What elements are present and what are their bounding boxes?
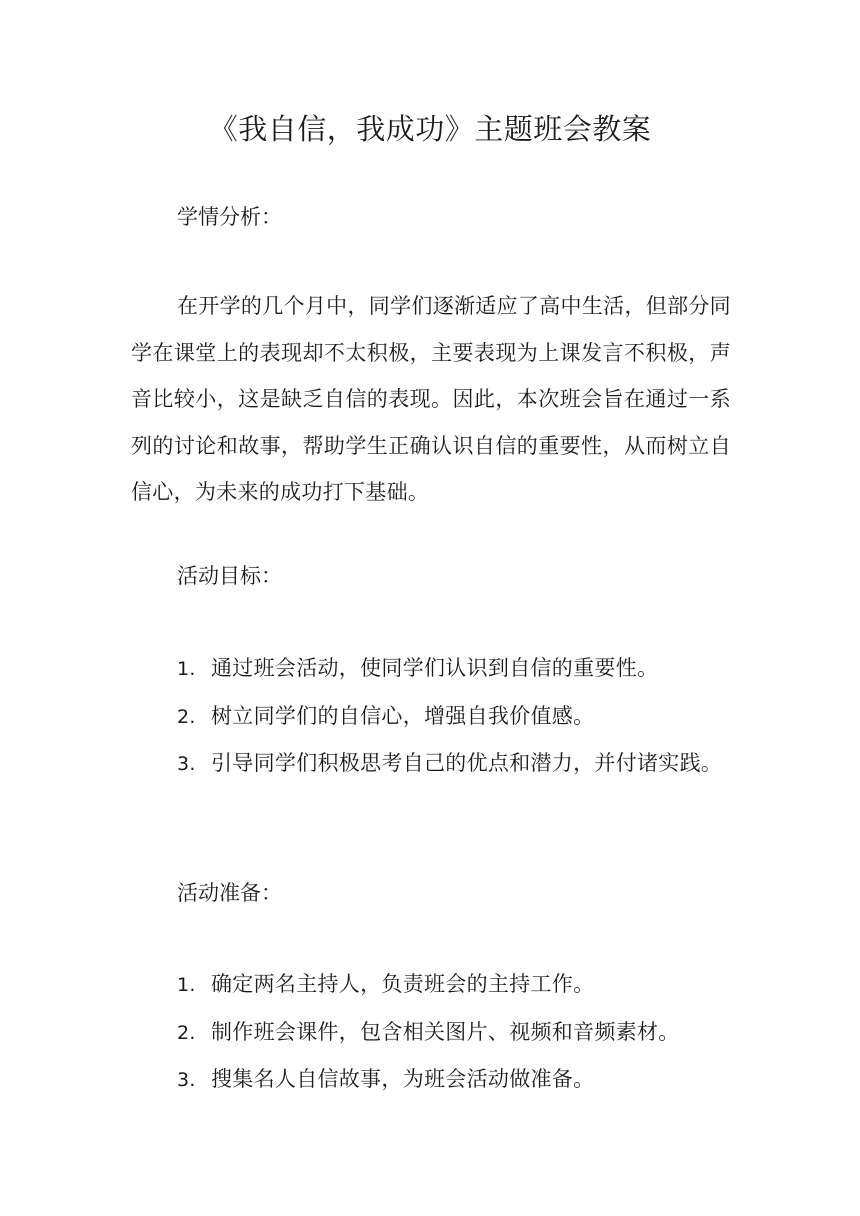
list-item: [131, 740, 731, 788]
list-item-text: 树立同学们的自信心，增强自我价值感。: [211, 703, 595, 728]
list-item-number: 1.: [177, 658, 196, 680]
list-item-number: 2.: [177, 1021, 196, 1044]
section-heading-goals: 活动目标：: [177, 564, 282, 588]
list-item-number: 3.: [177, 753, 196, 776]
list-item-text: 确定两名主持人，负责班会的主持工作。: [211, 972, 595, 996]
list-item-text: 引导同学们积极思考自己的优点和潜力，并付诸实践。: [211, 751, 723, 776]
list-item: [131, 1009, 731, 1057]
list-item: [131, 645, 731, 693]
list-item-number: 3.: [177, 1069, 196, 1092]
list-item-text: 通过班会活动，使同学们认识到自信的重要性。: [211, 656, 659, 680]
list-item: [131, 961, 731, 1009]
preparation-list: [131, 961, 731, 1104]
list-item-number: 1.: [177, 974, 196, 996]
section-heading-preparation: 活动准备：: [177, 881, 282, 905]
list-item-text: 制作班会课件，包含相关图片、视频和音频素材。: [211, 1019, 680, 1044]
section-heading-analysis: 学情分析：: [177, 205, 282, 229]
list-item-text: 搜集名人自信故事，为班会活动做准备。: [211, 1067, 595, 1092]
goals-list: [131, 645, 731, 788]
document-title: 《我自信，我成功》主题班会教案: [208, 112, 652, 146]
list-item: [131, 693, 731, 741]
analysis-paragraph: 在开学的几个月中，同学们逐渐适应了高中生活，但部分同学在课堂上的表现却不太积极，主要表现为上课发言不积极，声音比较小，这是缺乏自信的表现。因此，本次班会旨在通过一系列的讨论和故事，帮助学生正确认识自信的重要性，从而树立自信心，为未来的成功打下基础。: [131, 294, 731, 505]
list-item-number: 2.: [177, 705, 196, 728]
list-item: [131, 1056, 731, 1104]
